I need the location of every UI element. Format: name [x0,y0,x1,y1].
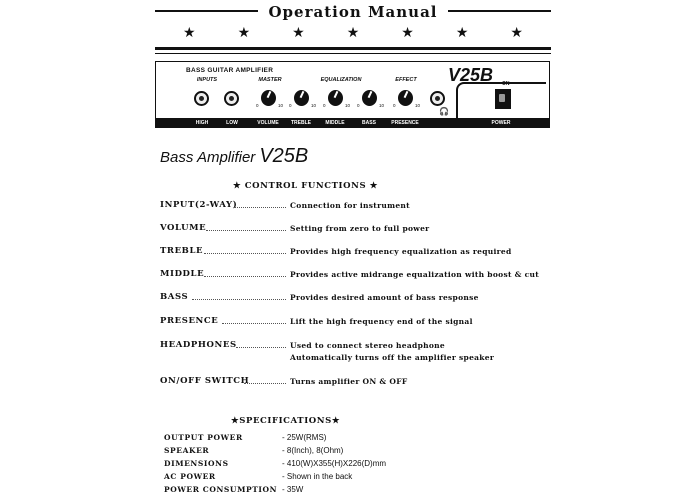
specifications-heading: ★SPECIFICATIONS★ [231,416,341,426]
manual-header [155,0,551,62]
group-equalization [296,77,386,83]
header-thin-rule [155,53,551,54]
function-label: PRESENCE [160,316,219,326]
spec-value: - 8(Inch), 8(Ohm) [282,446,344,455]
panel-model-label: BASS GUITAR AMPLIFIER [186,67,274,74]
function-row [160,376,600,390]
star-icon: ★ [346,25,360,41]
group-master [250,77,290,83]
function-desc: Used to connect stereo headphone [290,341,446,350]
function-row [160,223,600,237]
group-effect [384,77,428,83]
function-label: INPUT(2-WAY) [160,200,238,210]
headphone-jack [430,91,445,106]
power-switch [495,89,511,109]
spec-label: SPEAKER [164,446,210,455]
input-high-jack [194,91,209,106]
spec-value: - 35W [282,485,304,494]
strip-label-presence: PRESENCE [391,120,419,126]
function-label: HEADPHONES [160,340,237,350]
volume-knob: 0 10 [259,88,278,108]
spec-label: DIMENSIONS [164,459,229,468]
group-effect-label: EFFECT [395,77,417,83]
function-desc: Lift the high frequency end of the signal [290,317,473,326]
function-desc: Automatically turns off the amplifier speaker [290,353,495,362]
product-subtitle [160,145,308,168]
page-title: Operation Manual [258,3,447,21]
function-row [160,292,600,306]
headphones-icon: 🎧 [439,107,449,116]
power-on-label: ON [502,81,510,87]
star-icon: ★ [455,25,469,41]
star-icon: ★ [237,25,251,41]
function-label: TREBLE [160,246,204,256]
function-row [160,246,600,260]
function-desc: Turns amplifier ON & OFF [290,377,408,386]
amp-front-panel [155,61,550,128]
header-thick-rule [155,47,551,50]
header-stars [183,26,523,40]
spec-value: - 25W(RMS) [282,433,327,442]
header-title-wrap [155,2,551,21]
input-low-jack [224,91,239,106]
spec-value: - Shown in the back [282,472,353,481]
spec-label: AC POWER [164,472,216,481]
function-row [160,316,600,330]
star-icon: ★ [292,25,305,41]
panel-label-strip [156,118,549,127]
group-equalization-label: EQUALIZATION [320,77,362,83]
function-label: MIDDLE [160,269,205,279]
strip-label-low: LOW [226,120,238,126]
star-icon: ★ [401,25,414,41]
star-icon: ★ [510,25,523,41]
group-master-label: MASTER [258,77,282,83]
strip-label-treble: TREBLE [291,120,311,126]
function-desc: Setting from zero to full power [290,224,430,233]
strip-label-middle: MIDDLE [325,120,345,126]
leader-dots [192,299,286,300]
spec-value: - 410(W)X355(H)X226(D)mm [282,459,387,468]
subtitle-model: V25B [259,145,309,167]
spec-label: POWER CONSUMPTION [164,485,278,494]
spec-label: OUTPUT POWER [164,433,243,442]
power-section [456,82,546,119]
strip-label-high: HIGH [195,120,209,126]
leader-dots [204,253,286,254]
function-row [160,200,600,214]
panel-model-name: V25B [448,65,494,85]
leader-dots [234,207,286,208]
bass-knob: 0 10 [360,88,379,108]
function-desc: Provides high frequency equalization as required [290,247,512,256]
function-desc: Connection for instrument [290,201,410,210]
group-inputs-label: INPUTS [196,77,218,83]
strip-label-volume: VOLUME [257,120,279,126]
function-desc: Provides active midrange equalization with boost & cut [290,270,540,279]
star-icon: ★ [183,25,196,41]
treble-knob: 0 10 [292,88,311,108]
function-label: VOLUME [160,223,207,233]
control-functions-heading: ★ CONTROL FUNCTIONS ★ [233,181,379,191]
leader-dots [244,383,286,384]
function-label: ON/OFF SWITCH [160,376,250,386]
function-label: BASS [160,292,189,302]
group-inputs [182,77,232,83]
function-row [160,340,600,366]
strip-label-power: POWER [491,120,511,126]
leader-dots [206,230,286,231]
leader-dots [204,276,286,277]
function-desc: Provides desired amount of bass response [290,293,479,302]
presence-knob: 0 10 [396,88,415,108]
strip-label-bass: BASS [362,120,376,126]
leader-dots [236,347,286,348]
function-row [160,269,600,283]
subtitle-prefix: Bass Amplifier [160,149,256,166]
middle-knob: 0 10 [326,88,345,108]
leader-dots [222,323,286,324]
